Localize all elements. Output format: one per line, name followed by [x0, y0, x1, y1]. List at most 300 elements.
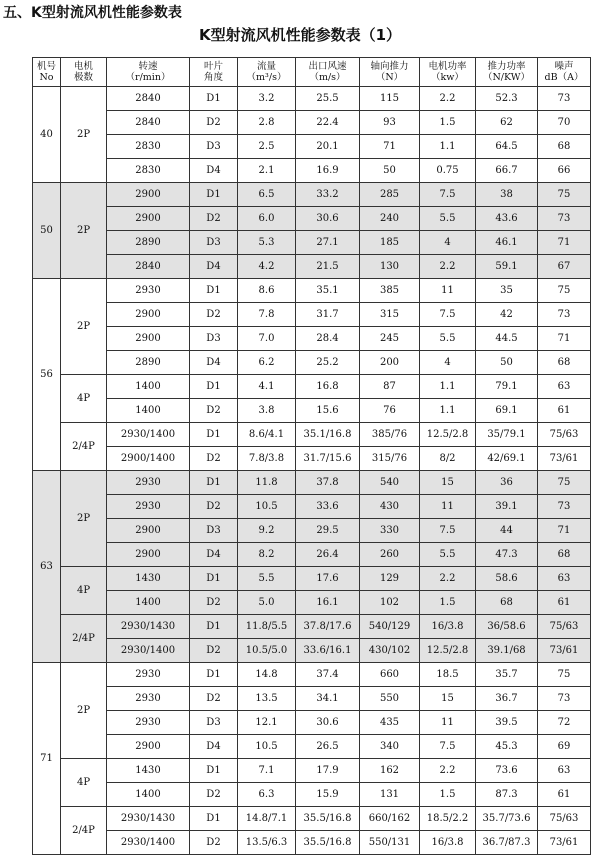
data-cell: 16.9 [296, 159, 360, 183]
data-cell: 27.1 [296, 231, 360, 255]
data-cell: 45.3 [476, 735, 538, 759]
data-cell: 35 [476, 279, 538, 303]
data-cell: 14.8/7.1 [238, 807, 296, 831]
header-row [33, 58, 591, 87]
data-cell: 28.4 [296, 327, 360, 351]
data-cell: 6.3 [238, 783, 296, 807]
data-cell: 34.1 [296, 687, 360, 711]
data-cell: 5.0 [238, 591, 296, 615]
data-cell: 7.0 [238, 327, 296, 351]
data-cell: D1 [190, 375, 238, 399]
data-cell: 2.2 [420, 255, 476, 279]
data-cell: 36.7/87.3 [476, 831, 538, 855]
data-cell: 660/162 [360, 807, 420, 831]
header-cell: 机号 No [33, 58, 61, 87]
data-cell: 25.5 [296, 87, 360, 111]
section-title: 五、K型射流风机性能参数表 [3, 5, 182, 21]
data-cell: 6.5 [238, 183, 296, 207]
fan-number-cell: 40 [33, 87, 61, 183]
data-cell: 71 [538, 327, 591, 351]
data-cell: D4 [190, 543, 238, 567]
table-row [33, 687, 591, 711]
data-cell: 1400 [107, 375, 190, 399]
data-cell: 5.5 [238, 567, 296, 591]
data-cell: 285 [360, 183, 420, 207]
data-cell: D1 [190, 567, 238, 591]
data-cell: 330 [360, 519, 420, 543]
data-cell: 67 [538, 255, 591, 279]
data-cell: 2.2 [420, 87, 476, 111]
data-cell: D1 [190, 807, 238, 831]
fan-number-cell: 63 [33, 471, 61, 663]
table-row [33, 711, 591, 735]
data-cell: 2900/1400 [107, 447, 190, 471]
data-cell: 131 [360, 783, 420, 807]
data-cell: 75 [538, 663, 591, 687]
table-row [33, 831, 591, 855]
data-cell: D3 [190, 231, 238, 255]
data-cell: 35.7 [476, 663, 538, 687]
data-cell: 33.2 [296, 183, 360, 207]
data-cell: 1.5 [420, 111, 476, 135]
table-row [33, 543, 591, 567]
data-cell: 9.2 [238, 519, 296, 543]
data-cell: 39.1 [476, 495, 538, 519]
data-cell: 35.7/73.6 [476, 807, 538, 831]
data-cell: 5.5 [420, 327, 476, 351]
data-cell: 16/3.8 [420, 831, 476, 855]
table-row [33, 327, 591, 351]
data-cell: D3 [190, 711, 238, 735]
data-cell: 17.9 [296, 759, 360, 783]
data-cell: 1430 [107, 567, 190, 591]
data-cell: 69.1 [476, 399, 538, 423]
data-cell: 2890 [107, 351, 190, 375]
data-cell: D2 [190, 783, 238, 807]
table-row [33, 111, 591, 135]
header-cell: 电机功率 （kw） [420, 58, 476, 87]
data-cell: 162 [360, 759, 420, 783]
data-cell: 37.8 [296, 471, 360, 495]
data-cell: 2930 [107, 279, 190, 303]
data-cell: D2 [190, 303, 238, 327]
data-cell: 2.5 [238, 135, 296, 159]
table-row [33, 423, 591, 447]
data-cell: 42 [476, 303, 538, 327]
data-cell: D4 [190, 351, 238, 375]
motor-poles-cell: 4P [61, 567, 107, 615]
data-cell: 15.6 [296, 399, 360, 423]
data-cell: 39.5 [476, 711, 538, 735]
data-cell: 550/131 [360, 831, 420, 855]
motor-poles-cell: 2P [61, 663, 107, 759]
data-cell: 5.3 [238, 231, 296, 255]
data-cell: 2930 [107, 711, 190, 735]
performance-table [32, 57, 591, 855]
header-cell: 流量 （m³/s） [238, 58, 296, 87]
data-cell: 10.5 [238, 495, 296, 519]
data-cell: 2840 [107, 111, 190, 135]
data-cell: D4 [190, 159, 238, 183]
data-cell: D2 [190, 591, 238, 615]
data-cell: 93 [360, 111, 420, 135]
data-cell: 2900 [107, 207, 190, 231]
data-cell: 36.7 [476, 687, 538, 711]
data-cell: 430 [360, 495, 420, 519]
data-cell: 75/63 [538, 807, 591, 831]
data-cell: 35/79.1 [476, 423, 538, 447]
data-cell: 64.5 [476, 135, 538, 159]
data-cell: 5.5 [420, 543, 476, 567]
data-cell: D1 [190, 279, 238, 303]
data-cell: 1.5 [420, 591, 476, 615]
data-cell: 50 [476, 351, 538, 375]
data-cell: D2 [190, 687, 238, 711]
data-cell: D2 [190, 831, 238, 855]
data-cell: D2 [190, 447, 238, 471]
data-cell: 36 [476, 471, 538, 495]
motor-poles-cell: 2P [61, 87, 107, 183]
data-cell: 340 [360, 735, 420, 759]
data-cell: 73/61 [538, 447, 591, 471]
data-cell: D1 [190, 663, 238, 687]
data-cell: 185 [360, 231, 420, 255]
data-cell: 68 [538, 351, 591, 375]
data-cell: 2930 [107, 663, 190, 687]
data-cell: 21.5 [296, 255, 360, 279]
data-cell: 35.5/16.8 [296, 807, 360, 831]
table-row [33, 399, 591, 423]
header-cell: 电机 极数 [61, 58, 107, 87]
data-cell: 200 [360, 351, 420, 375]
data-cell: 2930/1430 [107, 807, 190, 831]
data-cell: 20.1 [296, 135, 360, 159]
data-cell: 68 [538, 135, 591, 159]
table-row [33, 351, 591, 375]
data-cell: 16.1 [296, 591, 360, 615]
data-cell: 70 [538, 111, 591, 135]
data-cell: 2930/1430 [107, 615, 190, 639]
data-cell: 15 [420, 471, 476, 495]
data-cell: 42/69.1 [476, 447, 538, 471]
data-cell: 2930/1400 [107, 423, 190, 447]
data-cell: 47.3 [476, 543, 538, 567]
data-cell: 435 [360, 711, 420, 735]
data-cell: 16/3.8 [420, 615, 476, 639]
data-cell: 18.5/2.2 [420, 807, 476, 831]
data-cell: 2930 [107, 687, 190, 711]
data-cell: 2900 [107, 303, 190, 327]
table-row [33, 591, 591, 615]
data-cell: D1 [190, 471, 238, 495]
data-cell: 46.1 [476, 231, 538, 255]
data-cell: 260 [360, 543, 420, 567]
data-cell: 2.1 [238, 159, 296, 183]
table-row [33, 615, 591, 639]
data-cell: 75 [538, 471, 591, 495]
motor-poles-cell: 2/4P [61, 807, 107, 855]
data-cell: 7.8/3.8 [238, 447, 296, 471]
data-cell: 15.9 [296, 783, 360, 807]
data-cell: 58.6 [476, 567, 538, 591]
data-cell: 35.1 [296, 279, 360, 303]
table-row [33, 231, 591, 255]
data-cell: 115 [360, 87, 420, 111]
data-cell: 540/129 [360, 615, 420, 639]
data-cell: 315/76 [360, 447, 420, 471]
data-cell: 8/2 [420, 447, 476, 471]
data-cell: 2900 [107, 735, 190, 759]
data-cell: 7.5 [420, 183, 476, 207]
data-cell: 6.0 [238, 207, 296, 231]
data-cell: D3 [190, 519, 238, 543]
data-cell: 5.5 [420, 207, 476, 231]
table-row [33, 735, 591, 759]
data-cell: D1 [190, 183, 238, 207]
data-cell: 1430 [107, 759, 190, 783]
data-cell: 33.6 [296, 495, 360, 519]
data-cell: 540 [360, 471, 420, 495]
data-cell: D2 [190, 207, 238, 231]
data-cell: D2 [190, 111, 238, 135]
data-cell: 2.8 [238, 111, 296, 135]
data-cell: 2900 [107, 327, 190, 351]
data-cell: 8.6/4.1 [238, 423, 296, 447]
data-cell: 13.5/6.3 [238, 831, 296, 855]
data-cell: D4 [190, 735, 238, 759]
data-cell: 14.8 [238, 663, 296, 687]
table-row [33, 567, 591, 591]
table-title: K型射流风机性能参数表（1） [198, 26, 402, 44]
data-cell: 35.5/16.8 [296, 831, 360, 855]
data-cell: 87.3 [476, 783, 538, 807]
motor-poles-cell: 2/4P [61, 615, 107, 663]
data-cell: 2930 [107, 495, 190, 519]
data-cell: 33.6/16.1 [296, 639, 360, 663]
data-cell: 7.5 [420, 519, 476, 543]
data-cell: 37.4 [296, 663, 360, 687]
data-cell: 2.2 [420, 567, 476, 591]
data-cell: 3.8 [238, 399, 296, 423]
data-cell: 2830 [107, 135, 190, 159]
data-cell: 1.1 [420, 399, 476, 423]
data-cell: 2930/1400 [107, 639, 190, 663]
data-cell: 7.1 [238, 759, 296, 783]
data-cell: 245 [360, 327, 420, 351]
table-row [33, 639, 591, 663]
data-cell: 61 [538, 783, 591, 807]
data-cell: 29.5 [296, 519, 360, 543]
data-cell: 75 [538, 279, 591, 303]
data-cell: 12.5/2.8 [420, 639, 476, 663]
data-cell: 4 [420, 231, 476, 255]
data-cell: 240 [360, 207, 420, 231]
data-cell: 69 [538, 735, 591, 759]
data-cell: 2830 [107, 159, 190, 183]
motor-poles-cell: 2P [61, 279, 107, 375]
data-cell: D1 [190, 87, 238, 111]
data-cell: 1.1 [420, 375, 476, 399]
data-cell: 61 [538, 591, 591, 615]
data-cell: 2840 [107, 87, 190, 111]
fan-number-cell: 56 [33, 279, 61, 471]
data-cell: 10.5/5.0 [238, 639, 296, 663]
data-cell: 68 [476, 591, 538, 615]
table-row [33, 375, 591, 399]
table-row [33, 159, 591, 183]
motor-poles-cell: 2P [61, 471, 107, 567]
data-cell: 315 [360, 303, 420, 327]
data-cell: 71 [538, 519, 591, 543]
data-cell: 8.6 [238, 279, 296, 303]
motor-poles-cell: 4P [61, 375, 107, 423]
data-cell: 44 [476, 519, 538, 543]
data-cell: 38 [476, 183, 538, 207]
data-cell: 16.8 [296, 375, 360, 399]
data-cell: 660 [360, 663, 420, 687]
data-cell: 52.3 [476, 87, 538, 111]
data-cell: 75/63 [538, 615, 591, 639]
data-cell: 76 [360, 399, 420, 423]
data-cell: 102 [360, 591, 420, 615]
table-row [33, 807, 591, 831]
data-cell: 79.1 [476, 375, 538, 399]
table-row [33, 471, 591, 495]
data-cell: 15 [420, 687, 476, 711]
fan-number-cell: 50 [33, 183, 61, 279]
data-cell: 73/61 [538, 831, 591, 855]
table-body [33, 87, 591, 855]
data-cell: 63 [538, 567, 591, 591]
table-row [33, 759, 591, 783]
motor-poles-cell: 2P [61, 183, 107, 279]
data-cell: 2930 [107, 471, 190, 495]
data-cell: 73 [538, 303, 591, 327]
data-cell: D3 [190, 135, 238, 159]
data-cell: 2900 [107, 183, 190, 207]
table-row [33, 303, 591, 327]
data-cell: 11 [420, 279, 476, 303]
data-cell: 7.5 [420, 735, 476, 759]
data-cell: 12.1 [238, 711, 296, 735]
fan-number-cell: 71 [33, 663, 61, 855]
data-cell: 36/58.6 [476, 615, 538, 639]
header-cell: 转速 （r/min） [107, 58, 190, 87]
data-cell: D3 [190, 327, 238, 351]
data-cell: 11 [420, 495, 476, 519]
data-cell: 75 [538, 183, 591, 207]
data-cell: 8.2 [238, 543, 296, 567]
data-cell: 44.5 [476, 327, 538, 351]
data-cell: 0.75 [420, 159, 476, 183]
table-row [33, 135, 591, 159]
data-cell: 11 [420, 711, 476, 735]
data-cell: 73 [538, 495, 591, 519]
data-cell: 73 [538, 207, 591, 231]
data-cell: 10.5 [238, 735, 296, 759]
data-cell: 2900 [107, 519, 190, 543]
data-cell: 39.1/68 [476, 639, 538, 663]
table-row [33, 447, 591, 471]
table-row [33, 519, 591, 543]
data-cell: 1400 [107, 783, 190, 807]
data-cell: 2930/1400 [107, 831, 190, 855]
data-cell: 73.6 [476, 759, 538, 783]
data-cell: 63 [538, 759, 591, 783]
data-cell: 430/102 [360, 639, 420, 663]
data-cell: 26.5 [296, 735, 360, 759]
data-cell: 68 [538, 543, 591, 567]
data-cell: 1400 [107, 591, 190, 615]
data-cell: 31.7/15.6 [296, 447, 360, 471]
data-cell: 63 [538, 375, 591, 399]
table-row [33, 255, 591, 279]
data-cell: 22.4 [296, 111, 360, 135]
data-cell: 75/63 [538, 423, 591, 447]
data-cell: D2 [190, 639, 238, 663]
table-row [33, 783, 591, 807]
data-cell: 73/61 [538, 639, 591, 663]
data-cell: 129 [360, 567, 420, 591]
header-cell: 出口风速 （m/s） [296, 58, 360, 87]
data-cell: 1.5 [420, 783, 476, 807]
data-cell: 130 [360, 255, 420, 279]
data-cell: 71 [538, 231, 591, 255]
data-cell: 72 [538, 711, 591, 735]
data-cell: 50 [360, 159, 420, 183]
table-row [33, 663, 591, 687]
data-cell: 59.1 [476, 255, 538, 279]
header-cell: 推力功率 （N/KW） [476, 58, 538, 87]
data-cell: 66.7 [476, 159, 538, 183]
data-cell: 35.1/16.8 [296, 423, 360, 447]
data-cell: 25.2 [296, 351, 360, 375]
header-cell: 噪声 dB（A） [538, 58, 591, 87]
data-cell: 37.8/17.6 [296, 615, 360, 639]
data-cell: 30.6 [296, 207, 360, 231]
data-cell: 2890 [107, 231, 190, 255]
data-cell: 73 [538, 687, 591, 711]
data-cell: 73 [538, 87, 591, 111]
data-cell: 6.2 [238, 351, 296, 375]
data-cell: 62 [476, 111, 538, 135]
data-cell: D1 [190, 423, 238, 447]
data-cell: 7.5 [420, 303, 476, 327]
table-row [33, 183, 591, 207]
data-cell: 2900 [107, 543, 190, 567]
data-cell: 385 [360, 279, 420, 303]
table-row [33, 207, 591, 231]
data-cell: 4.1 [238, 375, 296, 399]
data-cell: 2840 [107, 255, 190, 279]
table-row [33, 87, 591, 111]
data-cell: 43.6 [476, 207, 538, 231]
data-cell: 7.8 [238, 303, 296, 327]
header-cell: 轴向推力 （N） [360, 58, 420, 87]
data-cell: 1.1 [420, 135, 476, 159]
data-cell: 18.5 [420, 663, 476, 687]
data-cell: D2 [190, 399, 238, 423]
table-row [33, 495, 591, 519]
data-cell: 11.8 [238, 471, 296, 495]
data-cell: D1 [190, 615, 238, 639]
header-cell: 叶片 角度 [190, 58, 238, 87]
data-cell: 1400 [107, 399, 190, 423]
data-cell: 3.2 [238, 87, 296, 111]
data-cell: D2 [190, 495, 238, 519]
data-cell: 61 [538, 399, 591, 423]
data-cell: 385/76 [360, 423, 420, 447]
